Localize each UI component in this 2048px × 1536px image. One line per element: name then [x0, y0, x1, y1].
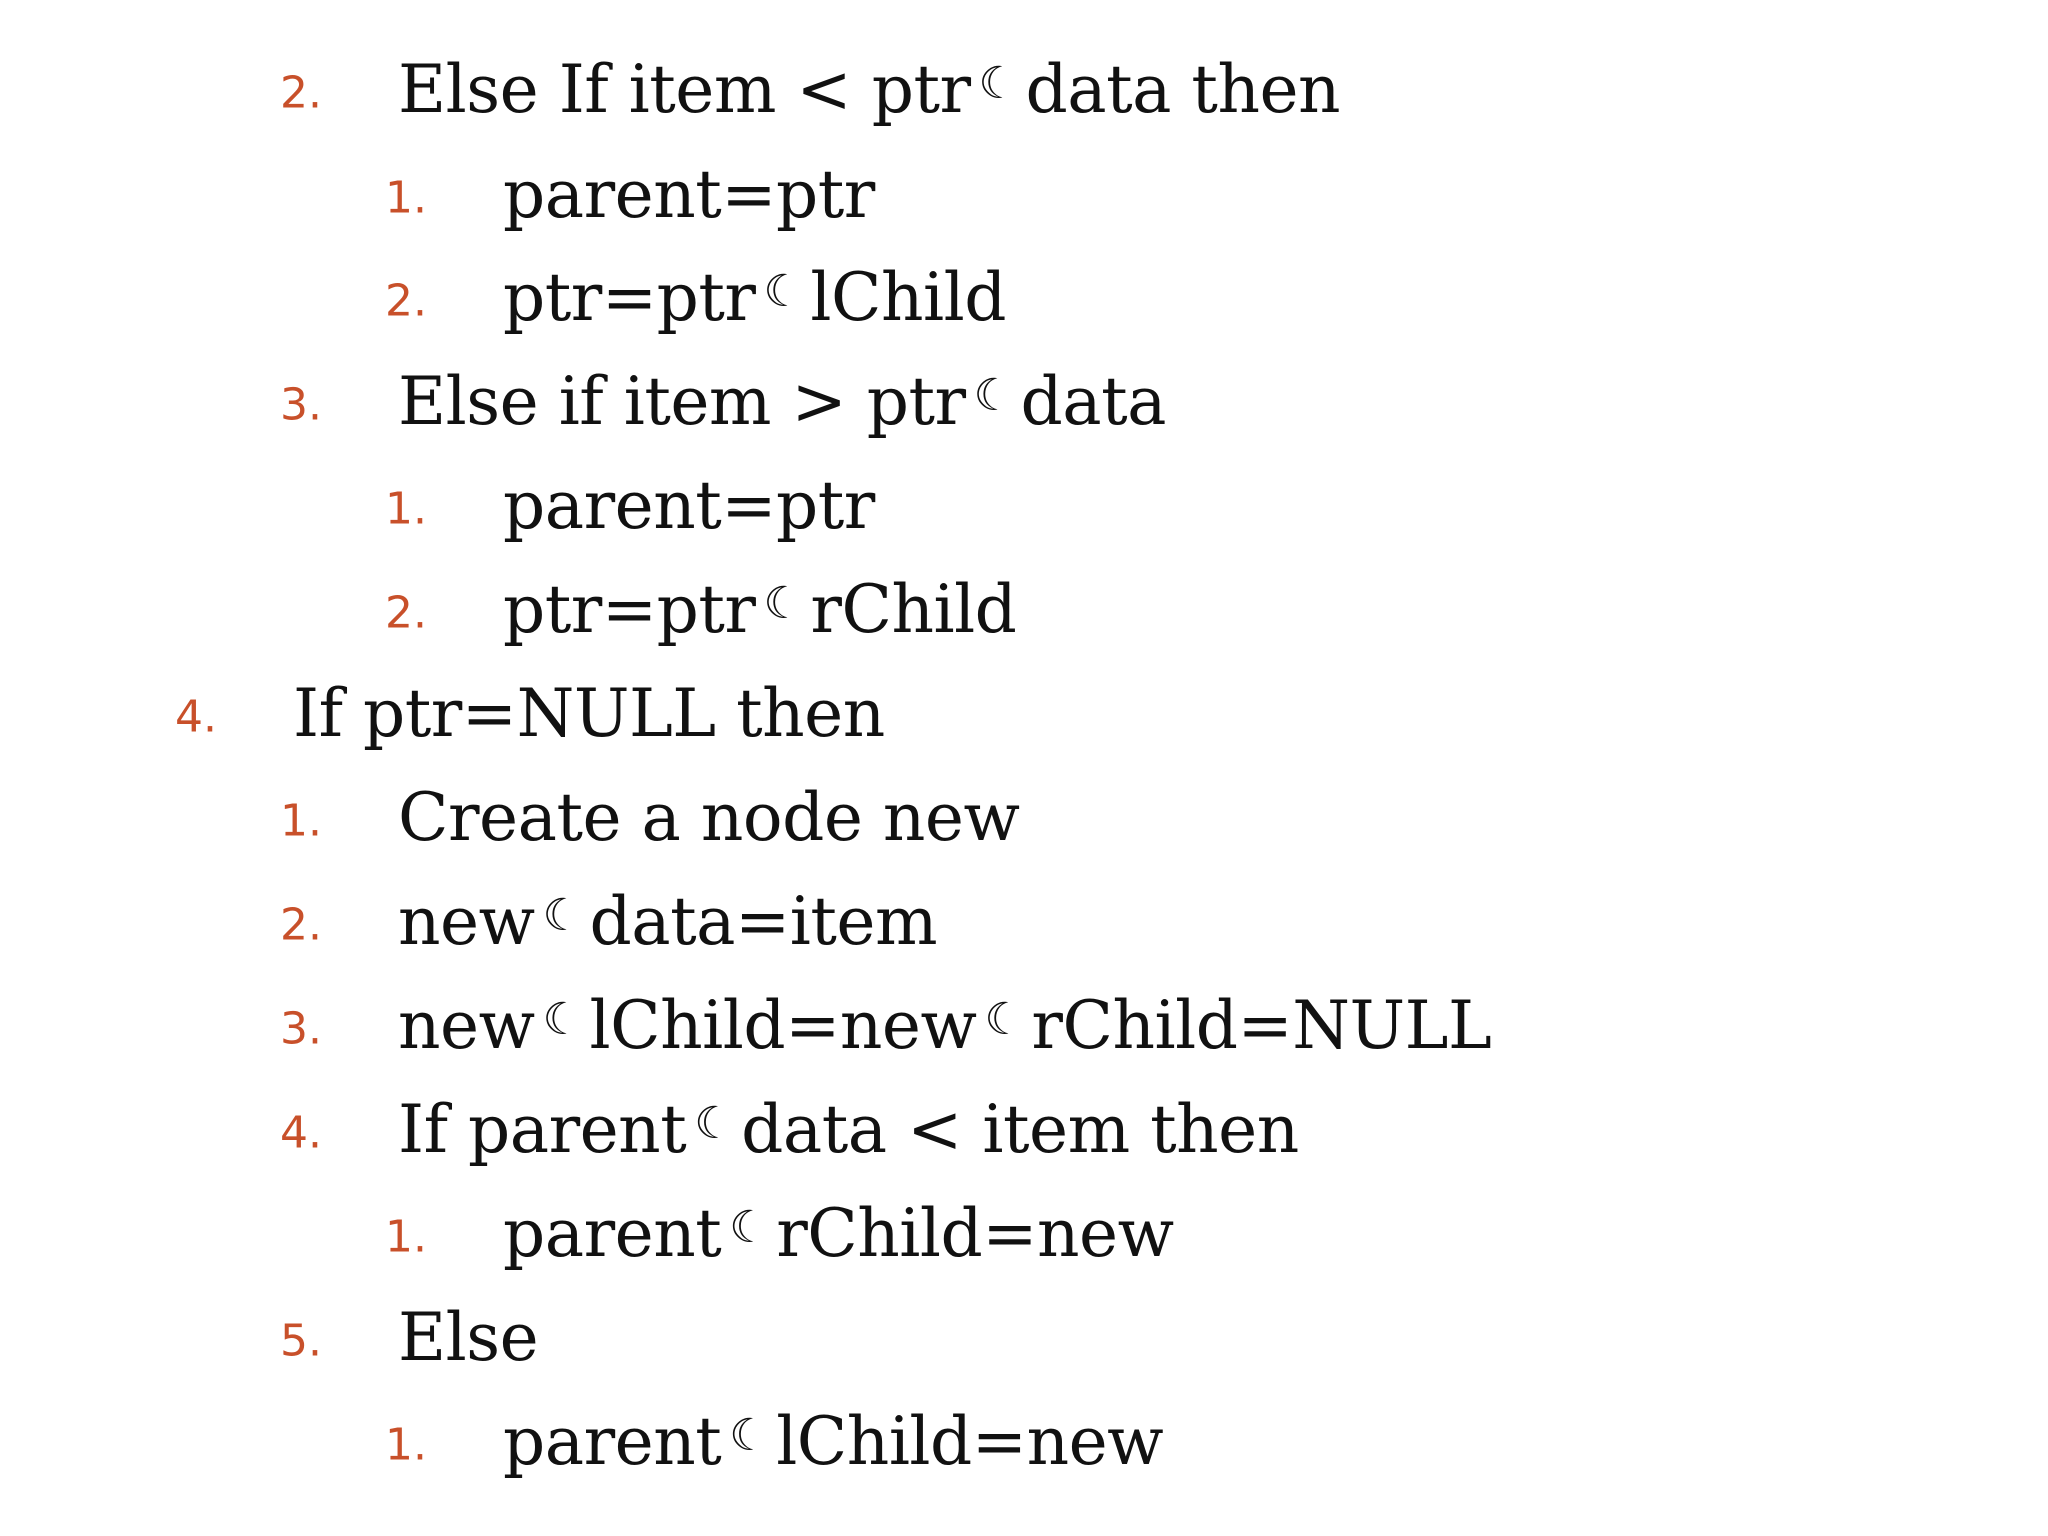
list-item	[175, 674, 1675, 754]
arrow-icon: ☾	[763, 266, 803, 317]
list-item	[385, 1194, 1685, 1274]
list-item	[385, 1402, 1685, 1482]
list-text: parent=ptr	[503, 467, 875, 544]
list-item	[280, 1090, 1680, 1170]
list-number: 4.	[280, 1107, 322, 1159]
list-text: parent=ptr	[503, 156, 875, 233]
list-number: 1.	[385, 1419, 427, 1471]
arrow-icon: ☾	[542, 890, 582, 941]
list-text: parent ☾ lChild=new	[503, 1403, 1164, 1480]
list-text: Else If item < ptr ☾ data then	[398, 51, 1341, 128]
list-number: 1.	[280, 795, 322, 847]
list-item	[280, 362, 1680, 442]
arrow-icon: ☾	[978, 58, 1018, 109]
list-item	[280, 882, 1680, 962]
list-number: 2.	[385, 587, 427, 639]
list-item	[280, 986, 1780, 1066]
list-number: 5.	[280, 1315, 322, 1367]
list-item	[280, 50, 1680, 130]
list-item	[385, 155, 1685, 235]
list-text: new ☾ lChild=new ☾ rChild=NULL	[398, 987, 1492, 1064]
arrow-icon: ☾	[729, 1410, 769, 1461]
list-text: Else if item > ptr ☾ data	[398, 363, 1166, 440]
list-number: 1.	[385, 483, 427, 535]
list-number: 1.	[385, 172, 427, 224]
list-number: 4.	[175, 691, 217, 743]
list-item	[280, 1298, 1680, 1378]
arrow-icon: ☾	[694, 1098, 734, 1149]
list-item	[385, 258, 1685, 338]
list-text: new ☾ data=item	[398, 883, 938, 960]
arrow-icon: ☾	[973, 370, 1013, 421]
list-text: ptr=ptr ☾ lChild	[503, 259, 1006, 336]
list-number: 2.	[280, 67, 322, 119]
list-item	[385, 466, 1685, 546]
list-text: Create a node new	[398, 779, 1020, 856]
list-item	[385, 570, 1685, 650]
list-text: ptr=ptr ☾ rChild	[503, 571, 1017, 648]
list-number: 3.	[280, 1003, 322, 1055]
list-text: If parent ☾ data < item then	[398, 1091, 1299, 1168]
list-number: 2.	[280, 899, 322, 951]
arrow-icon: ☾	[984, 994, 1024, 1045]
list-item	[280, 778, 1680, 858]
list-text: Else	[398, 1299, 539, 1376]
list-number: 2.	[385, 275, 427, 327]
list-text: parent ☾ rChild=new	[503, 1195, 1174, 1272]
arrow-icon: ☾	[763, 578, 803, 629]
list-number: 1.	[385, 1211, 427, 1263]
list-text: If ptr=NULL then	[293, 675, 885, 752]
arrow-icon: ☾	[729, 1202, 769, 1253]
arrow-icon: ☾	[542, 994, 582, 1045]
list-number: 3.	[280, 379, 322, 431]
